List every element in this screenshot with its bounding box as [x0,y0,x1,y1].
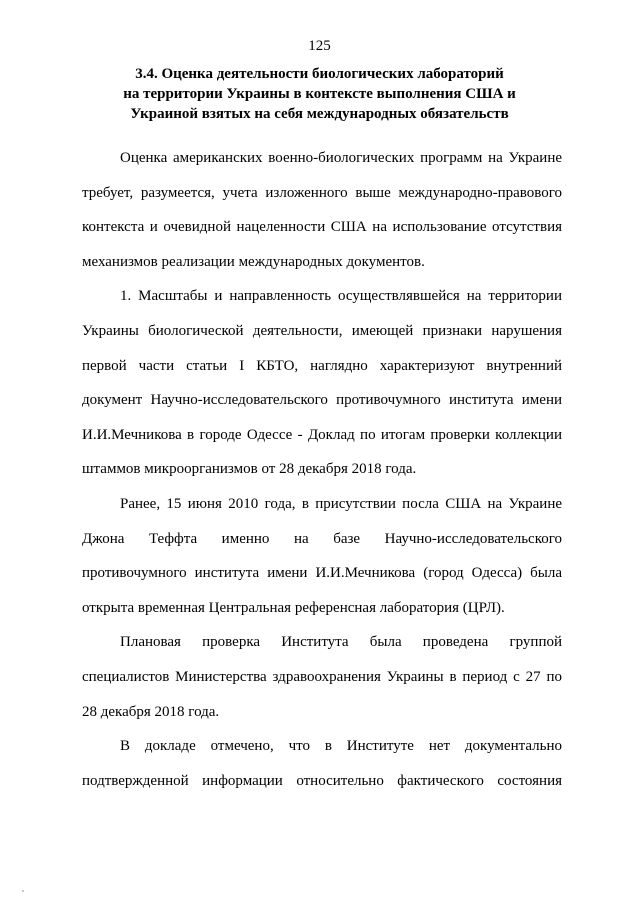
text-line: Ранее, 15 июня 2010 года, в присутствии посла США на Украине [120,495,562,512]
text-line: 1. Масштабы и направленность осуществлявшейся на территории [120,288,562,305]
body-text [82,141,562,798]
text-line: механизмов реализации международных документов. [82,253,425,270]
heading-line: 3.4. Оценка деятельности биологических лабораторий [135,66,504,82]
text-line: подтвержденной информации относительно фактического состояния [82,772,562,789]
text-line: И.И.Мечникова в городе Одессе - Доклад по итогам проверки коллекции [82,426,562,443]
scan-artifact-dot [22,890,24,892]
heading-line: на территории Украины в контексте выполнения США и [123,86,516,102]
text-line: специалистов Министерства здравоохранения Украины в период с 27 по [82,668,562,685]
text-line: Джона Теффта именно на базе Научно-исследовательского [82,530,562,547]
text-line: документ Научно-исследовательского противочумного института имени [82,392,562,409]
heading-line: Украиной взятых на себя международных обязательств [130,106,509,122]
paragraph [82,487,562,625]
text-line: 28 декабря 2018 года. [82,703,220,720]
text-line: первой части статьи I КБТО, наглядно характеризуют внутренний [82,357,562,374]
text-line: Плановая проверка Института была проведена группой [120,634,562,651]
text-line: противочумного института имени И.И.Мечникова (город Одесса) была [82,565,562,582]
text-line: Украины биологической деятельности, имеющей признаки нарушения [82,322,562,339]
paragraph [82,729,562,798]
text-line: контекста и очевидной нацеленности США на использование отсутствия [82,219,562,236]
section-heading [60,64,579,124]
text-line: требует, разумеется, учета изложенного выше международно-правового [82,184,562,201]
text-line: штаммов микроорганизмов от 28 декабря 2018 года. [82,461,417,478]
paragraph [82,625,562,729]
text-line: Оценка американских военно-биологических программ на Украине [120,150,562,166]
text-line: В докладе отмечено, что в Институте нет документально [120,738,562,755]
page-number: 125 [308,38,331,54]
paragraph [82,141,562,279]
paragraph [82,279,562,487]
text-line: открыта временная Центральная референсная лаборатория (ЦРЛ). [82,599,505,616]
